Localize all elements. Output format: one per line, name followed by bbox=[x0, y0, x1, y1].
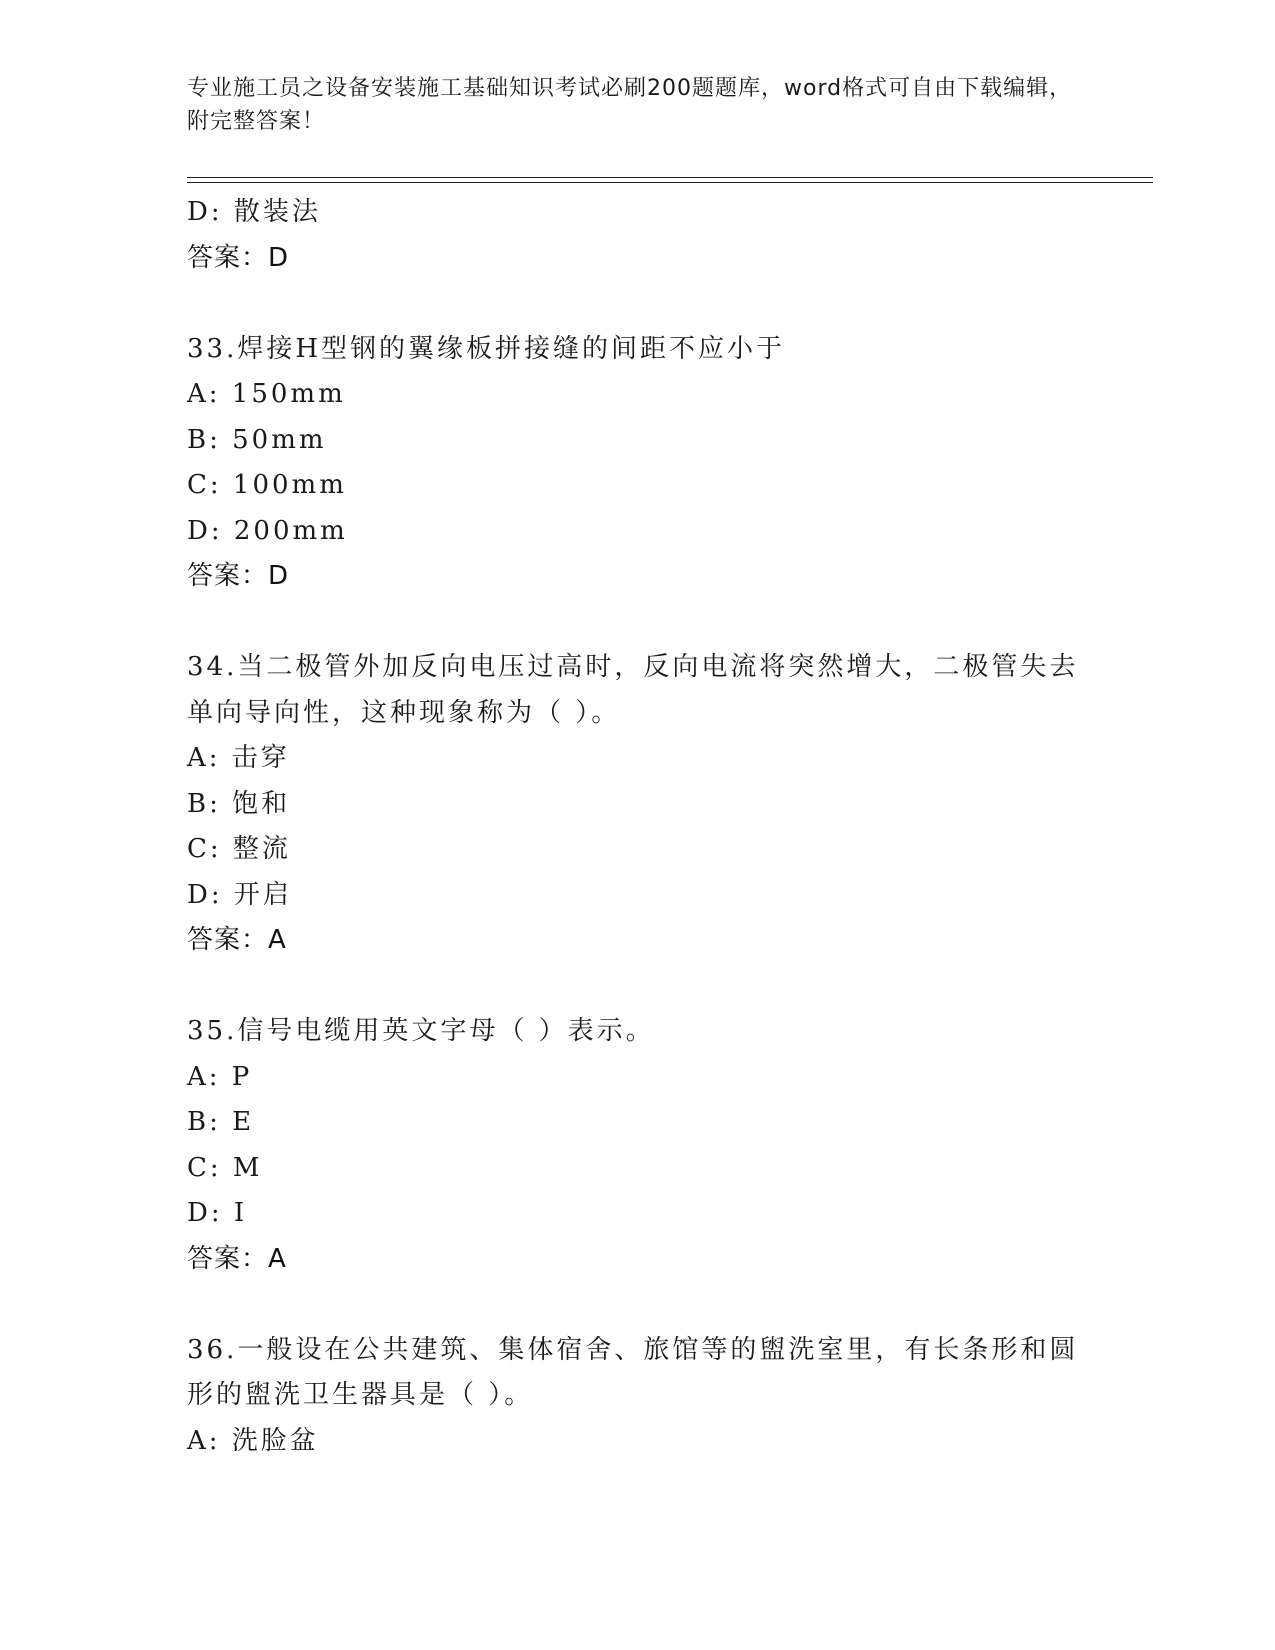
answer-line: 答案：D bbox=[187, 242, 290, 273]
question-stem: 36.一般设在公共建筑、集体宿舍、旅馆等的盥洗室里，有长条形和圆 bbox=[187, 1334, 1079, 1365]
question-spacer bbox=[187, 600, 1087, 646]
option-a: A: P bbox=[187, 1061, 253, 1092]
option-d: D: 散装法 bbox=[187, 197, 321, 227]
option-d: D: I bbox=[187, 1198, 248, 1228]
option-a: A: 洗脸盆 bbox=[187, 1425, 319, 1456]
option-b: B: 50mm bbox=[187, 424, 327, 455]
answer-line: 答案：A bbox=[187, 1243, 287, 1274]
option-a: A: 150mm bbox=[187, 379, 346, 409]
header-divider-top bbox=[187, 177, 1153, 178]
option-a: A: 击穿 bbox=[187, 743, 290, 773]
header-divider-bottom bbox=[187, 182, 1153, 183]
option-c: C: 整流 bbox=[187, 834, 291, 864]
answer-line: 答案：D bbox=[187, 561, 290, 591]
question-spacer bbox=[187, 281, 1087, 327]
question-36 bbox=[187, 1328, 1087, 1465]
answer-line: 答案：A bbox=[187, 925, 287, 955]
question-stem-continued: 单向导向性，这种现象称为（ ）。 bbox=[187, 697, 621, 728]
option-c: C: M bbox=[187, 1152, 263, 1183]
question-stem: 34.当二极管外加反向电压过高时，反向电流将突然增大，二极管失去 bbox=[187, 652, 1079, 682]
question-stem: 35.信号电缆用英文字母（ ）表示。 bbox=[187, 1016, 655, 1046]
question-33 bbox=[187, 327, 1087, 600]
option-d: D: 开启 bbox=[187, 879, 292, 910]
option-d: D: 200mm bbox=[187, 515, 348, 546]
option-c: C: 100mm bbox=[187, 470, 347, 500]
option-b: B: 饱和 bbox=[187, 788, 291, 819]
question-35 bbox=[187, 1009, 1087, 1282]
previous-question-tail bbox=[187, 190, 1087, 281]
question-list bbox=[187, 190, 1087, 1464]
question-34 bbox=[187, 645, 1087, 964]
question-stem: 33.焊接H型钢的翼缘板拼接缝的间距不应小于 bbox=[187, 333, 786, 364]
option-b: B: E bbox=[187, 1107, 255, 1137]
question-spacer bbox=[187, 1282, 1087, 1328]
document-header: 专业施工员之设备安装施工基础知识考试必刷200题题库，word格式可自由下载编辑，附完整答案！ bbox=[187, 76, 1073, 134]
question-spacer bbox=[187, 964, 1087, 1010]
question-stem-continued: 形的盥洗卫生器具是（ ）。 bbox=[187, 1380, 534, 1410]
